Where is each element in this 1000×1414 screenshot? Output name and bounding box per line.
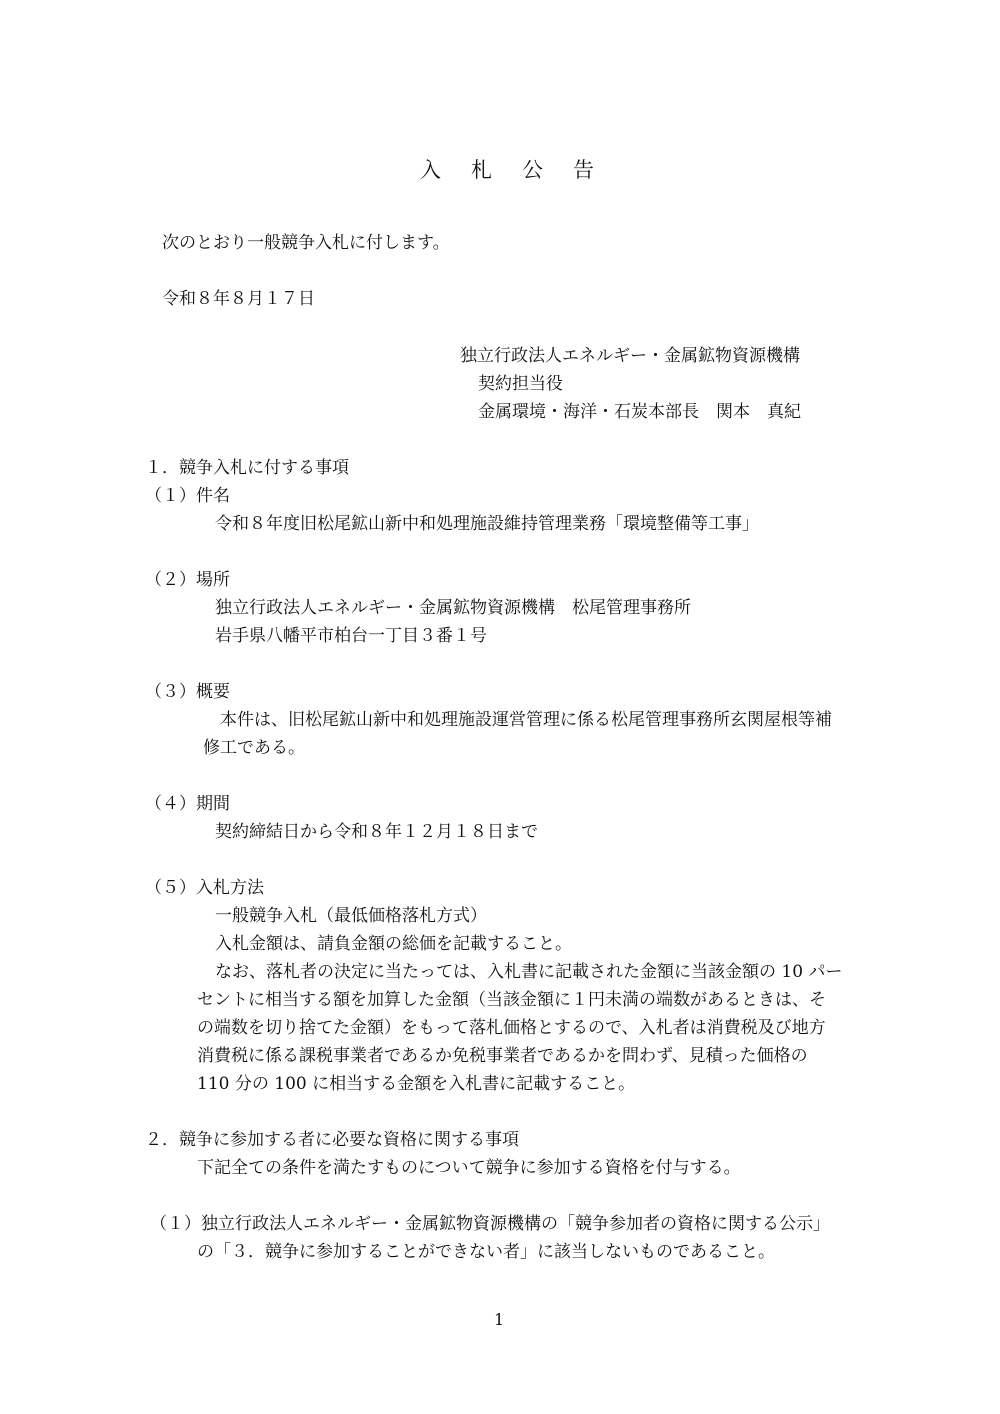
item-5-line: 110 分の 100 に相当する金額を入札書に記載すること。 (197, 1074, 636, 1094)
item-2-label: （２）場所 (145, 570, 230, 590)
item-1-label: （１）件名 (145, 486, 230, 506)
item-5-line: 消費税に係る課税事業者であるか免税事業者であるかを問わず、見積った価格の (197, 1046, 808, 1066)
item-3-line: 本件は、旧松尾鉱山新中和処理施設運営管理に係る松尾管理事務所玄関屋根等補 (220, 710, 832, 730)
item-2-line: 岩手県八幡平市柏台一丁目３番１号 (215, 626, 487, 646)
issuer-organization: 独立行政法人エネルギー・金属鉱物資源機構 (460, 346, 800, 366)
item-5-label: （５）入札方法 (145, 878, 264, 898)
item-2-line: 独立行政法人エネルギー・金属鉱物資源機構 松尾管理事務所 (215, 598, 691, 618)
item-4-label: （４）期間 (145, 794, 230, 814)
item-4-text: 契約締結日から令和８年１２月１８日まで (215, 822, 538, 842)
issuer-official: 金属環境・海洋・石炭本部長 関本 真紀 (478, 402, 801, 422)
document-title: 入札公告 (420, 158, 624, 182)
item-3-label: （３）概要 (145, 682, 230, 702)
issuer-role: 契約担当役 (478, 374, 563, 394)
item-5-line: の端数を切り捨てた金額）をもって落札価格とするので、入札者は消費税及び地方 (197, 1018, 826, 1038)
notice-date: 令和８年８月１７日 (162, 289, 315, 309)
item-5-line: なお、落札者の決定に当たっては、入札書に記載された金額に当該金額の 10 パー (215, 962, 843, 982)
section-2-heading: ２．競争に参加する者に必要な資格に関する事項 (145, 1130, 519, 1150)
item-1-text: 令和８年度旧松尾鉱山新中和処理施設維持管理業務「環境整備等工事」 (215, 514, 759, 534)
section-2-intro: 下記全ての条件を満たすものについて競争に参加する資格を付与する。 (197, 1158, 741, 1178)
item-5-line: 入札金額は、請負金額の総価を記載すること。 (215, 934, 572, 954)
item-3-line: 修工である。 (203, 738, 305, 758)
page-number: 1 (494, 1310, 505, 1329)
section-1-heading: １．競争入札に付する事項 (145, 458, 349, 478)
section-2-item-1-line: （１）独立行政法人エネルギー・金属鉱物資源機構の「競争参加者の資格に関する公示」 (150, 1214, 830, 1234)
item-5-line: セントに相当する額を加算した金額（当該金額に１円未満の端数があるときは、そ (197, 990, 826, 1010)
item-5-line: 一般競争入札（最低価格落札方式） (215, 906, 487, 926)
intro-text: 次のとおり一般競争入札に付します。 (162, 233, 450, 253)
section-2-item-1-line: の「３．競争に参加することができない者」に該当しないものであること。 (197, 1242, 775, 1262)
